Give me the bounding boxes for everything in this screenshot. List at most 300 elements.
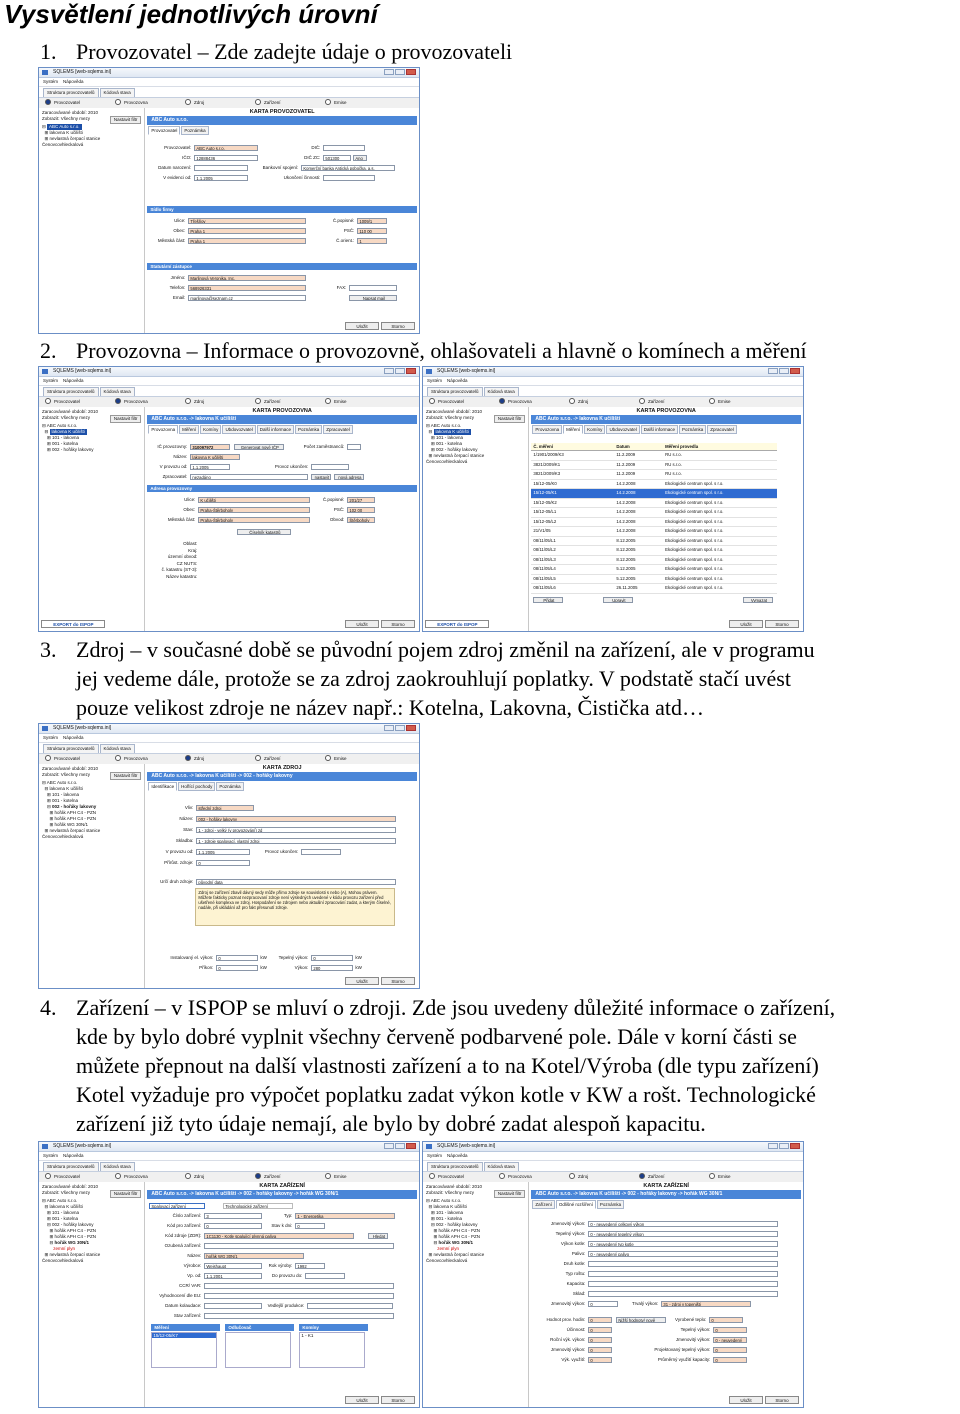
radio-zarizeni[interactable]: Zařízení [639, 1172, 709, 1182]
district-field[interactable]: Praha-Štěrboholy [198, 517, 310, 523]
detail-panel [145, 108, 419, 333]
save-button[interactable]: Uložit [729, 620, 763, 628]
close-button[interactable] [406, 1143, 416, 1149]
device-number-field[interactable]: 3 [204, 1213, 262, 1219]
form-row: Provozovatel: ABC Auto s.r.o. DIČ: [147, 144, 365, 151]
value-field[interactable]: 0 [713, 1327, 747, 1333]
radio-zarizeni[interactable]: Zařízení [255, 98, 325, 108]
form-row: Zpracovatel: nezadáno nastavit nová adresa [147, 473, 364, 480]
minimize-button[interactable] [768, 368, 778, 374]
tab-structure[interactable]: Struktura provozovatelů [43, 387, 99, 396]
tree-node[interactable]: ⊞ 101 - lakovna [426, 1210, 464, 1215]
tab-poznamka[interactable]: Poznámka [216, 782, 243, 791]
form-row: Výkon kotle: 0 - neuvedený typ kotle [531, 1240, 778, 1247]
radio-provozovna[interactable]: Provozovna [115, 754, 185, 764]
window-titlebar [39, 68, 419, 78]
table-row[interactable]: 15/12-05/L1 14.2.2008 Ekologické centrum spol. s r.o. [531, 508, 777, 518]
tree-node[interactable]: ⊞ hořák APH C4 - PZN [42, 1228, 97, 1233]
panel-path-bar: ABC Auto s.r.o. [147, 116, 417, 125]
new-address-button[interactable]: nová adresa [334, 474, 364, 480]
tab-zpracovatel[interactable]: Zpracovatel [323, 425, 353, 434]
tree-node[interactable]: ⊞ nevlastná čerpací stanice Čenovcovhleckalová [426, 1252, 485, 1263]
tree-node[interactable]: ⊟ ABC Auto s.r.o. [42, 423, 78, 428]
tree-node[interactable]: zemní plyn [53, 1246, 76, 1251]
tree-node[interactable]: ⊞ 101 - lakovna [426, 435, 464, 440]
value-select[interactable] [588, 1271, 778, 1277]
menu-bar [39, 734, 419, 743]
export-ispop-button[interactable]: EXPORT do ISPOP [41, 620, 105, 628]
maximize-button[interactable] [395, 69, 405, 75]
app-icon [42, 369, 48, 374]
tab-structure[interactable]: Struktura provozovatelů [43, 744, 99, 753]
menu-help[interactable]: Nápověda [63, 79, 84, 84]
save-button[interactable]: Uložit [345, 322, 379, 330]
tree-node[interactable]: ⊟ lakovna K učilišti [426, 1204, 467, 1209]
tree-node[interactable]: ⊞ nevlastná čerpací stanice Čenovcovhleckalová [42, 136, 101, 147]
value-select[interactable]: 0 - neuvedený tepelný výkon [588, 1231, 778, 1237]
district-field[interactable]: Praha 1 [188, 238, 306, 244]
input-field[interactable]: 0 [216, 965, 258, 971]
menu-help[interactable]: Nápověda [447, 378, 468, 383]
section-statutory: Statutární zástupce [147, 263, 417, 270]
cancel-button[interactable]: Storno [381, 620, 415, 628]
from-field[interactable]: 1.1.2001 [204, 1273, 262, 1279]
tree-node[interactable]: ⊟ lakovna K učilišti [42, 429, 85, 434]
radio-emise[interactable]: Emise [709, 1172, 779, 1182]
tab-mereni[interactable]: Měření [179, 425, 199, 434]
set-button[interactable]: nastavit [311, 474, 331, 480]
psc-field[interactable]: 110 00 [357, 228, 387, 234]
close-button[interactable] [406, 725, 416, 731]
tab-mereni[interactable]: Měření [563, 425, 583, 434]
tab-poznamka[interactable]: Poznámka [181, 126, 208, 135]
value-field[interactable]: 0 [588, 1337, 612, 1343]
value-select[interactable]: 0 - neuvedený typ kotle [588, 1241, 778, 1247]
add-button[interactable]: Přidat [533, 597, 563, 603]
tree-node[interactable]: ⊞ 002 - hořáky lakovny [426, 447, 478, 452]
table-row[interactable]: 08/11/05/L6 26.11.2005 Ekologické centrum spol. s r.o. [531, 584, 777, 594]
table-row[interactable]: 1/1901/2009/K3 11.2.2009 RU s.r.o. [531, 451, 777, 461]
tab-provozovatel[interactable]: Provozovatel [148, 126, 180, 135]
value-field[interactable]: 0 - neuvedený [713, 1337, 747, 1343]
tree-filter: Zobrazit: Všechny mezy [42, 772, 91, 777]
obvod-field[interactable]: Štěrboholy [347, 517, 375, 523]
diczc-field[interactable]: 501300 [323, 155, 351, 161]
set-filter-button[interactable]: Nastavit filtr [494, 1190, 526, 1198]
form-row: Palivo: 0 - neuvedený palivo [531, 1250, 778, 1257]
structure-tree [39, 1182, 145, 1407]
table-row[interactable]: 08/11/05/L2 8.12.2005 Ekologické centrum spol. s r.o. [531, 546, 777, 556]
minimize-button[interactable] [768, 1143, 778, 1149]
cancel-button[interactable]: Storno [765, 1396, 799, 1404]
minimize-button[interactable] [384, 725, 394, 731]
tree-node[interactable]: ⊞ nevlastná čerpací stanice Čenovcovhleckalová [426, 453, 485, 464]
generate-icp-button[interactable]: Generovat nové IČP [234, 444, 284, 450]
mini-list-kominy: 1 - K1 [299, 1332, 365, 1368]
form-row: Jmenovitý výkon: 0 Projektovaný tepelný výkon: 0 [531, 1346, 747, 1353]
radio-provozovna[interactable]: Provozovna [115, 397, 185, 407]
minimize-button[interactable] [384, 69, 394, 75]
maximize-button[interactable] [779, 368, 789, 374]
value-field[interactable]: 0 [713, 1347, 747, 1353]
tree-node[interactable]: ⊟ hořák WG 30N/1 [42, 1240, 90, 1245]
tab-codes[interactable]: Kódová stava [484, 1162, 519, 1171]
radio-provozovatel[interactable]: Provozovatel [45, 397, 115, 407]
tree-node[interactable]: ⊟ ABC Auto s.r.o. [426, 423, 462, 428]
form-row: Telefon: 568926331 FAX: [147, 284, 397, 291]
tab-horlici[interactable]: Hořlící pochody [178, 782, 215, 791]
maximize-button[interactable] [779, 1143, 789, 1149]
value-select[interactable]: 0 - neuvedený celkový výkon [588, 1221, 778, 1227]
tree-node[interactable]: zemní plyn [437, 1246, 460, 1251]
tree-node[interactable]: ⊞ 001 - kotelna [42, 798, 79, 803]
name-field[interactable]: 002 - hořáky lakovny [196, 816, 396, 822]
menu-help[interactable]: Nápověda [63, 378, 84, 383]
tab-ohlasovatel[interactable]: Ubdovozvatel [222, 425, 255, 434]
tab-zpracovatel[interactable]: Zpracovatel [707, 425, 737, 434]
power-field[interactable]: 280 [311, 965, 353, 971]
form-row: Vyhodnocení dle EU: [147, 1292, 394, 1299]
value-field[interactable]: 0 [588, 1317, 612, 1323]
kolaudace-field[interactable] [204, 1303, 262, 1309]
item-number: 1. [40, 39, 57, 64]
menu-system[interactable]: Systém [43, 79, 59, 84]
form-row: Příkon: 0 kW Výkon: 280 kW [199, 965, 362, 971]
menu-system[interactable]: Systém [427, 1153, 443, 1158]
form-row: Výrobce: Weishaupt Rok výroby: 1992 [147, 1262, 325, 1269]
close-button[interactable] [406, 368, 416, 374]
name-field[interactable]: lakovna K učilišti [190, 454, 240, 460]
form-row: Jmenovitý výkon: 0 Trvalý výkon: 31 - zdroj v topeništi [531, 1300, 751, 1307]
radio-zdroj[interactable]: Zdroj [569, 397, 639, 407]
window-title: SQLEMS [web-sqlems.ini] [53, 368, 112, 374]
table-row[interactable]: 08/11/05/L1 8.12.2005 Ekologické centrum spol. s r.o. [531, 537, 777, 547]
menu-help[interactable]: Nápověda [63, 1153, 84, 1158]
menu-help[interactable]: Nápověda [447, 1153, 468, 1158]
byproduct-select[interactable] [307, 1303, 393, 1309]
ccr-select[interactable] [204, 1283, 394, 1289]
name-field[interactable]: Marlinová Veronika, Inc. [188, 275, 306, 281]
value-field[interactable]: 0 [713, 1357, 747, 1363]
tab-codes[interactable]: Kódová stava [100, 1162, 135, 1171]
cancel-button[interactable]: Storno [765, 620, 799, 628]
tab-structure[interactable]: Struktura provozovatelů [43, 88, 99, 97]
radio-zarizeni[interactable]: Zařízení [255, 1172, 325, 1182]
save-button[interactable]: Uložit [345, 977, 379, 985]
tree-node[interactable]: ⊟ ABC Auto s.r.o. [426, 1198, 462, 1203]
maximize-button[interactable] [395, 1143, 405, 1149]
from-field[interactable]: 1.1.2005 [196, 849, 250, 855]
save-button[interactable]: Uložit [729, 1396, 763, 1404]
co-field[interactable]: 1 [357, 238, 387, 244]
value-select[interactable]: 31 - zdroj v topeništi [661, 1301, 751, 1307]
panel-title: KARTA PROVOZOVNA [636, 408, 696, 414]
provozovatel-field[interactable]: ABC Auto s.r.o. [194, 145, 258, 151]
psc-field[interactable]: 102 00 [347, 507, 375, 513]
delete-button[interactable]: Vymazat [743, 597, 773, 603]
radio-zarizeni[interactable]: Zařízení [639, 397, 709, 407]
radio-provozovatel[interactable]: Provozovatel [45, 754, 115, 764]
tree-node[interactable]: ⊟ 002 - hořáky lakovny [426, 1222, 478, 1227]
value-field[interactable]: 0 [588, 1327, 612, 1333]
close-button[interactable] [406, 69, 416, 75]
radio-zdroj[interactable]: Zdroj [569, 1172, 639, 1182]
table-row[interactable]: 15/12-05/K2 14.2.2008 Ekologické centrum spol. s r.o. [531, 499, 777, 509]
close-button[interactable] [790, 1143, 800, 1149]
email-field[interactable]: marlinova@seznam.cz [188, 295, 306, 301]
cancel-button[interactable]: Storno [381, 1396, 415, 1404]
tree-node[interactable]: ⊟ ABC Auto s.r.o. [42, 1198, 78, 1203]
radio-emise[interactable]: Emise [325, 98, 395, 108]
menu-system[interactable]: Systém [43, 378, 59, 383]
menu-system[interactable]: Systém [43, 735, 59, 740]
composition-select[interactable]: 1 - zdroje spalovací, vlastní zdroj [196, 838, 396, 844]
dic-field[interactable] [323, 145, 365, 151]
tab-dalsi[interactable]: Další informace [641, 425, 678, 434]
radio-emise[interactable]: Emise [325, 754, 395, 764]
radio-provozovatel[interactable]: Provozovatel [45, 1172, 115, 1182]
menu-system[interactable]: Systém [427, 378, 443, 383]
tab-dalsi[interactable]: Další informace [257, 425, 294, 434]
origin-select[interactable]: původní data [196, 879, 396, 885]
tree-node[interactable]: ⊟ lakovna K učilišti [426, 429, 469, 434]
tree-node[interactable]: ⊟ lakovna K učilišti [42, 786, 83, 791]
device-state-select[interactable] [204, 1313, 394, 1319]
code-field[interactable]: 0 [204, 1223, 262, 1229]
tree-node[interactable]: ⊞ nevlastná čerpací stanice Čenovcovhleckalová [42, 828, 101, 839]
name-field[interactable]: hořák WG 30N/1 [204, 1253, 304, 1259]
tree-node[interactable]: ⊟ 002 - hořáky lakovny [42, 804, 97, 809]
top-tabs [39, 386, 419, 397]
radio-provozovatel[interactable]: Provozovatel [429, 397, 499, 407]
radio-provozovatel[interactable]: Provozovatel [45, 98, 115, 108]
hint-button[interactable]: Nižší hodnoty/ nově [616, 1317, 666, 1323]
table-row[interactable]: 15/12-05/K1 14.2.2008 Ekologické centrum spol. s r.o. [531, 489, 777, 499]
tab-identifikace[interactable]: Identifikace [148, 782, 177, 791]
tree-period: Zaracovávané období: 2010 [42, 1184, 99, 1189]
bank-field[interactable]: Komerční banka Antická pobočka, a.s. [301, 165, 395, 171]
icp-field[interactable]: 310097972 [190, 444, 230, 450]
to-field[interactable] [305, 1273, 345, 1279]
from-field[interactable]: 1.1.2005 [190, 464, 230, 470]
tab-odlisne[interactable]: Odlišné rozšíření [556, 1200, 596, 1209]
radio-emise[interactable]: Emise [325, 397, 395, 407]
detail-panel [529, 1182, 803, 1407]
increment-field[interactable]: 0 [196, 860, 250, 866]
table-row[interactable]: 3821/2009/K3 11.2.2009 RU s.r.o. [531, 470, 777, 480]
tree-node[interactable]: ⊞ hořák WG 30N/1 [42, 822, 89, 827]
radio-zdroj[interactable]: Zdroj [185, 1172, 255, 1182]
tree-node[interactable]: ⊟ ABC Auto s.r.o. [42, 780, 78, 785]
marking-field[interactable] [204, 1243, 394, 1249]
radio-zdroj[interactable]: Zdroj [185, 98, 255, 108]
tab-provozovna[interactable]: Provozovna [532, 425, 562, 434]
mini-odlucovac: Odlučovač [225, 1324, 294, 1331]
value-select[interactable] [588, 1281, 778, 1287]
tab-structure[interactable]: Struktura provozovatelů [427, 1162, 483, 1171]
maximize-button[interactable] [395, 368, 405, 374]
tree-node[interactable]: ⊞ 002 - hořáky lakovny [42, 447, 94, 452]
window-titlebar [423, 1142, 803, 1152]
value-select[interactable]: 0 - neuvedený palivo [588, 1251, 778, 1257]
city-field[interactable]: Praha-Štěrboholy [198, 507, 310, 513]
tree-node[interactable]: ⊞ 001 - kotelna [426, 441, 463, 446]
tab-codes[interactable]: Kódová stava [100, 88, 135, 97]
street-field[interactable]: K učilišti [198, 497, 310, 503]
tab-provozovna[interactable]: Provozovna [148, 425, 178, 434]
processor-field[interactable]: nezadáno [190, 474, 308, 480]
radio-provozovna[interactable]: Provozovna [115, 1172, 185, 1182]
vliv-field[interactable]: střední zdroj [196, 805, 254, 811]
tree-node[interactable]: ⊞ 001 - kotelna [42, 1216, 79, 1221]
set-filter-button[interactable]: Nastavit filtr [110, 1190, 142, 1198]
tree-node[interactable]: ⊟ lakovna K učilišti [42, 1204, 83, 1209]
value-field[interactable]: 0 [588, 1301, 618, 1307]
window-title: SQLEMS [web-sqlems.ini] [437, 368, 496, 374]
menu-system[interactable]: Systém [43, 1153, 59, 1158]
cp-field[interactable]: 1009/1 [357, 218, 387, 224]
tree-node[interactable]: ⊞ nevlastná čerpací stanice Čenovcovhleckalová [42, 1252, 101, 1263]
tree-node[interactable]: ⊟ hořák WG 30N/1 [426, 1240, 474, 1245]
tab-ohlasovatel[interactable]: Ubdovozvatel [606, 425, 639, 434]
table-row[interactable]: 21/V1/05 14.2.2008 Ekologické centrum spol. s r.o. [531, 527, 777, 537]
export-ispop-button[interactable]: EXPORT do ISPOP [425, 620, 489, 628]
radio-emise[interactable]: Emise [325, 1172, 395, 1182]
tree-node[interactable]: ⊞ hořák APH C4 - PZN [426, 1228, 481, 1233]
set-filter-button[interactable]: Nastavit filtr [110, 116, 142, 124]
phone-field[interactable]: 568926331 [188, 285, 306, 291]
tree-node[interactable]: ⊞ 001 - kotelna [42, 441, 79, 446]
tab-zarizeni[interactable]: Zařízení [532, 1200, 555, 1209]
to-field[interactable] [311, 464, 349, 470]
eu-select[interactable] [204, 1293, 394, 1299]
tab-structure[interactable]: Struktura provozovatelů [43, 1162, 99, 1171]
employees-field[interactable] [347, 444, 361, 450]
diczc-button[interactable]: Ano [353, 155, 367, 161]
table-row[interactable]: 08/11/05/L5 5.12.2005 Ekologické centrum spol. s r.o. [531, 575, 777, 585]
radio-zdroj[interactable]: Zdroj [185, 397, 255, 407]
tree-period: Zaracovávané období: 2010 [42, 409, 99, 414]
form-row: Účinnost: 0 Tepelný výkon: 0 [531, 1326, 747, 1333]
app-icon [42, 726, 48, 731]
tree-node[interactable]: ⊞ hořák APH C4 - PZN [42, 810, 97, 815]
form-row [237, 528, 291, 535]
close-button[interactable] [790, 368, 800, 374]
tab-codes[interactable]: Kódová stava [100, 744, 135, 753]
table-row[interactable]: 15/12-05/K0 14.2.2008 Ekologické centrum spol. s r.o. [531, 480, 777, 490]
menu-help[interactable]: Nápověda [63, 735, 84, 740]
radio-emise[interactable]: Emise [709, 397, 779, 407]
tree-node[interactable]: ⊞ hořák APH C4 - PZN [42, 1234, 97, 1239]
radio-provozovna[interactable]: Provozovna [499, 1172, 569, 1182]
value-field[interactable]: 0 [709, 1317, 743, 1323]
year-field[interactable]: 1992 [295, 1263, 325, 1269]
end-field[interactable] [323, 175, 375, 181]
page-heading: Vysvětlení jednotlivých úrovní [4, 0, 378, 29]
tree-node[interactable]: ⊟ ABC Auto s.r.o. [42, 124, 80, 129]
send-mail-button[interactable]: Napsat mail [349, 295, 397, 301]
save-button[interactable]: Uložit [345, 620, 379, 628]
tab-poznamka[interactable]: Poznámka [295, 425, 322, 434]
table-row[interactable]: 08/11/05/L3 8.12.2005 Ekologické centrum spol. s r.o. [531, 556, 777, 566]
cancel-button[interactable]: Storno [381, 977, 415, 985]
radio-combustion[interactable]: Spalovací zařízení [149, 1203, 205, 1209]
birthdate-field[interactable] [194, 165, 248, 171]
evidence-field[interactable]: 1.1.2005 [194, 175, 248, 181]
heat-power-field[interactable]: 0 [311, 955, 353, 961]
tree-node[interactable]: ⊞ 101 - lakovna [42, 1210, 80, 1215]
set-filter-button[interactable]: Nastavit filtr [494, 415, 526, 423]
tree-node[interactable]: ⊞ hořák APH C4 - PZN [426, 1234, 481, 1239]
tree-node[interactable]: ⊞ 101 - lakovna [42, 792, 80, 797]
radio-provozovna[interactable]: Provozovna [499, 397, 569, 407]
item-text-line: Provozovna – Informace o provozovně, ohlašovateli a hlavně o komínech a měření [76, 338, 807, 363]
set-filter-button[interactable]: Nastavit filtr [110, 415, 142, 423]
radio-zarizeni[interactable]: Zařízení [255, 754, 325, 764]
state-select[interactable]: 1 - zdroj - velký (v provozování) zd [196, 827, 396, 833]
cancel-button[interactable]: Storno [381, 322, 415, 330]
radio-technology[interactable]: Technologické zařízení [223, 1203, 293, 1209]
tab-kominy[interactable]: Komíny [584, 425, 605, 434]
source-code-select[interactable]: 1C1130 - Kotle spalující plynná paliva [204, 1233, 354, 1239]
fax-field[interactable] [349, 285, 397, 291]
radio-provozovna[interactable]: Provozovna [115, 98, 185, 108]
minimize-button[interactable] [384, 1143, 394, 1149]
state-field[interactable]: 0 [295, 1223, 325, 1229]
cp-field[interactable]: 201/27 [347, 497, 375, 503]
panel-path-bar: ABC Auto s.r.o. -> lakovna K učilišti [147, 415, 417, 424]
set-filter-button[interactable]: Nastavit filtr [110, 772, 142, 780]
value-select[interactable] [588, 1291, 778, 1297]
cadastre-button[interactable]: Číselník katastrů [237, 529, 291, 535]
ico-field[interactable]: 12888436 [194, 155, 258, 161]
manufacturer-field[interactable]: Weishaupt [204, 1263, 262, 1269]
radio-provozovatel[interactable]: Provozovatel [429, 1172, 499, 1182]
tree-node[interactable]: ⊟ 002 - hořáky lakovny [42, 1222, 94, 1227]
tab-poznamka[interactable]: Poznámka [679, 425, 706, 434]
tab-codes[interactable]: Kódová stava [484, 387, 519, 396]
tree-node[interactable]: ⊞ 001 - kotelna [426, 1216, 463, 1221]
tab-structure[interactable]: Struktura provozovatelů [427, 387, 483, 396]
tree-node[interactable]: ⊞ hořák APH C4 - PZN [42, 816, 97, 821]
tab-poznamka[interactable]: Poznámka [597, 1200, 624, 1209]
tree-node[interactable]: ⊞ 101 - lakovna [42, 435, 80, 440]
menu-bar [423, 377, 803, 386]
city-field[interactable]: Praha 1 [188, 228, 306, 234]
tree-node[interactable]: ⊞ lakovna K učilišti [42, 130, 83, 135]
search-button[interactable]: Hledat [368, 1233, 388, 1239]
to-field[interactable] [301, 849, 341, 855]
street-field[interactable]: Třešňov [188, 218, 306, 224]
tab-kominy[interactable]: Komíny [200, 425, 221, 434]
tab-codes[interactable]: Kódová stava [100, 387, 135, 396]
radio-zdroj[interactable]: Zdroj [185, 754, 255, 764]
value-select[interactable] [588, 1261, 778, 1267]
radio-zarizeni[interactable]: Zařízení [255, 397, 325, 407]
maximize-button[interactable] [395, 725, 405, 731]
table-row[interactable]: 3821/2009/K1 11.2.2009 RU s.r.o. [531, 461, 777, 471]
el-power-field[interactable]: 0 [216, 955, 258, 961]
type-select[interactable]: 1 - Energetika [295, 1213, 395, 1219]
edit-button[interactable]: Upravit [603, 597, 633, 603]
value-field[interactable]: 0 [588, 1347, 612, 1353]
value-field[interactable]: 0 [588, 1357, 612, 1363]
save-button[interactable]: Uložit [345, 1396, 379, 1404]
table-row[interactable]: 08/11/05/L4 5.12.2005 Ekologické centrum spol. s r.o. [531, 565, 777, 575]
form-row: Tepelný výkon: 0 - neuvedený tepelný výkon [531, 1230, 778, 1237]
minimize-button[interactable] [384, 368, 394, 374]
table-row[interactable]: 15/12-05/L2 14.2.2008 Ekologické centrum spol. s r.o. [531, 518, 777, 528]
